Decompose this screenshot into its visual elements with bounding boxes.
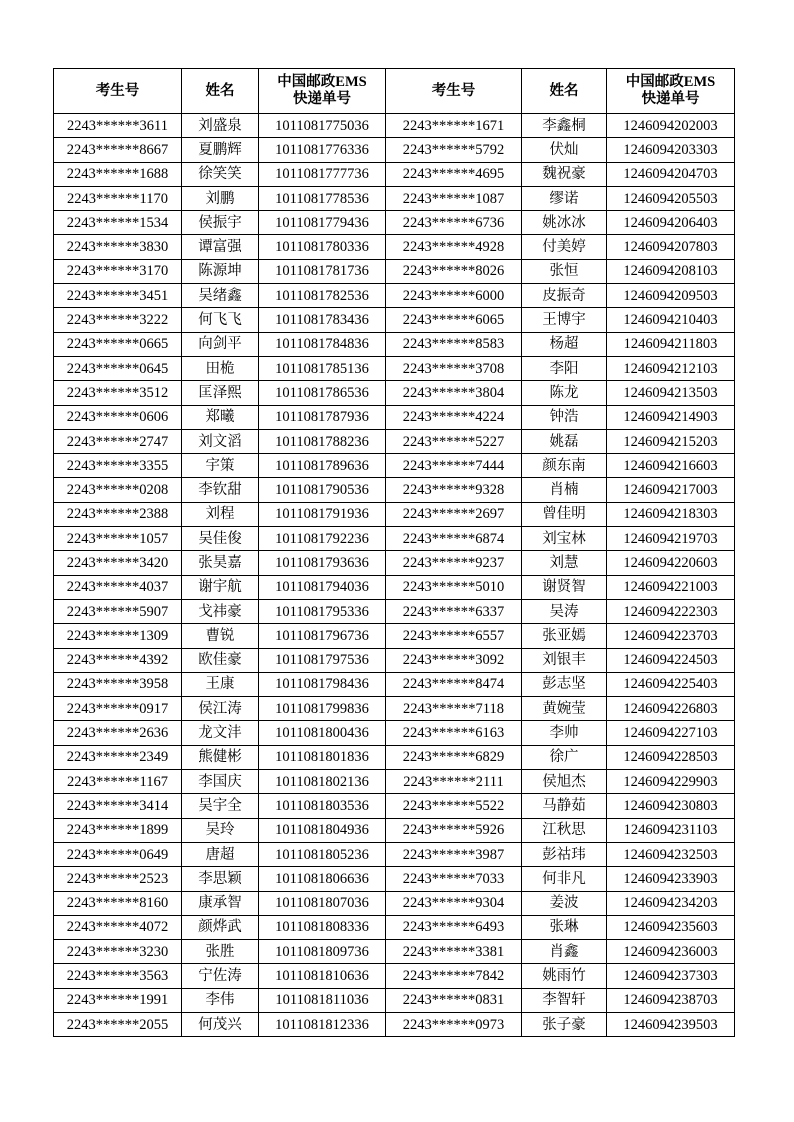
table-row bbox=[54, 502, 735, 526]
ems-number-cell: 1011081783436 bbox=[259, 308, 386, 332]
exam-no-cell: 2243******1688 bbox=[54, 162, 182, 186]
name-cell: 陈源坤 bbox=[182, 259, 259, 283]
ems-number-cell: 1011081776336 bbox=[259, 138, 386, 162]
table-row bbox=[54, 964, 735, 988]
table-row bbox=[54, 527, 735, 551]
exam-no-cell: 2243******3708 bbox=[386, 356, 522, 380]
exam-no-cell: 2243******5926 bbox=[386, 818, 522, 842]
table-row bbox=[54, 794, 735, 818]
exam-no-cell: 2243******1167 bbox=[54, 770, 182, 794]
exam-no-cell: 2243******3611 bbox=[54, 114, 182, 138]
ems-number-cell: 1246094229903 bbox=[607, 770, 735, 794]
table-row bbox=[54, 356, 735, 380]
exam-no-cell: 2243******7118 bbox=[386, 697, 522, 721]
table-row bbox=[54, 284, 735, 308]
exam-no-cell: 2243******3414 bbox=[54, 794, 182, 818]
name-cell: 谭富强 bbox=[182, 235, 259, 259]
exam-no-cell: 2243******9304 bbox=[386, 891, 522, 915]
ems-number-cell: 1246094239503 bbox=[607, 1012, 735, 1036]
name-cell: 张子豪 bbox=[522, 1012, 607, 1036]
name-cell: 李帅 bbox=[522, 721, 607, 745]
table-row bbox=[54, 940, 735, 964]
exam-no-cell: 2243******8474 bbox=[386, 672, 522, 696]
name-cell: 何茂兴 bbox=[182, 1012, 259, 1036]
table-row bbox=[54, 429, 735, 453]
exam-no-cell: 2243******1991 bbox=[54, 988, 182, 1012]
ems-number-cell: 1011081799836 bbox=[259, 697, 386, 721]
exam-no-cell: 2243******4392 bbox=[54, 648, 182, 672]
ems-number-cell: 1011081807036 bbox=[259, 891, 386, 915]
name-cell: 曹锐 bbox=[182, 624, 259, 648]
table-row bbox=[54, 478, 735, 502]
name-cell: 姜波 bbox=[522, 891, 607, 915]
table-row bbox=[54, 186, 735, 210]
table-row bbox=[54, 624, 735, 648]
name-cell: 夏鹏辉 bbox=[182, 138, 259, 162]
name-cell: 康承智 bbox=[182, 891, 259, 915]
ems-number-cell: 1246094226803 bbox=[607, 697, 735, 721]
exam-no-cell: 2243******2055 bbox=[54, 1012, 182, 1036]
name-cell: 侯江涛 bbox=[182, 697, 259, 721]
exam-no-cell: 2243******2636 bbox=[54, 721, 182, 745]
ems-number-cell: 1246094221003 bbox=[607, 575, 735, 599]
exam-no-cell: 2243******2388 bbox=[54, 502, 182, 526]
header-ems-number bbox=[259, 69, 386, 114]
ems-number-cell: 1011081789636 bbox=[259, 454, 386, 478]
ems-number-cell: 1246094210403 bbox=[607, 308, 735, 332]
exam-no-cell: 2243******9328 bbox=[386, 478, 522, 502]
name-cell: 刘宝林 bbox=[522, 527, 607, 551]
name-cell: 刘银丰 bbox=[522, 648, 607, 672]
name-cell: 马静茹 bbox=[522, 794, 607, 818]
ems-number-cell: 1246094223703 bbox=[607, 624, 735, 648]
table-row bbox=[54, 915, 735, 939]
name-cell: 李思颖 bbox=[182, 867, 259, 891]
name-cell: 彭祜玮 bbox=[522, 842, 607, 866]
exam-no-cell: 2243******0649 bbox=[54, 842, 182, 866]
name-cell: 颜东南 bbox=[522, 454, 607, 478]
ems-number-cell: 1246094219703 bbox=[607, 527, 735, 551]
ems-number-cell: 1011081811036 bbox=[259, 988, 386, 1012]
header-ems-number-2 bbox=[607, 69, 735, 114]
name-cell: 彭志坚 bbox=[522, 672, 607, 696]
exam-no-cell: 2243******2697 bbox=[386, 502, 522, 526]
name-cell: 匡泽熙 bbox=[182, 381, 259, 405]
exam-no-cell: 2243******2523 bbox=[54, 867, 182, 891]
ems-number-cell: 1246094236003 bbox=[607, 940, 735, 964]
header-ems-line1-2: 中国邮政EMS bbox=[625, 74, 716, 90]
name-cell: 吴涛 bbox=[522, 599, 607, 623]
exam-no-cell: 2243******1899 bbox=[54, 818, 182, 842]
name-cell: 肖楠 bbox=[522, 478, 607, 502]
name-cell: 侯振宇 bbox=[182, 211, 259, 235]
name-cell: 张恒 bbox=[522, 259, 607, 283]
name-cell: 李伟 bbox=[182, 988, 259, 1012]
exam-no-cell: 2243******0917 bbox=[54, 697, 182, 721]
exam-no-cell: 2243******3804 bbox=[386, 381, 522, 405]
table-header-row bbox=[54, 69, 735, 114]
exam-no-cell: 2243******5907 bbox=[54, 599, 182, 623]
ems-number-cell: 1011081779436 bbox=[259, 211, 386, 235]
ems-number-cell: 1011081801836 bbox=[259, 745, 386, 769]
ems-number-cell: 1246094207803 bbox=[607, 235, 735, 259]
name-cell: 郑曦 bbox=[182, 405, 259, 429]
exam-no-cell: 2243******3381 bbox=[386, 940, 522, 964]
name-cell: 张亚嫣 bbox=[522, 624, 607, 648]
table-row bbox=[54, 381, 735, 405]
name-cell: 张琳 bbox=[522, 915, 607, 939]
exam-no-cell: 2243******7444 bbox=[386, 454, 522, 478]
ems-number-cell: 1246094209503 bbox=[607, 284, 735, 308]
name-cell: 吴佳俊 bbox=[182, 527, 259, 551]
exam-no-cell: 2243******7842 bbox=[386, 964, 522, 988]
exam-no-cell: 2243******6065 bbox=[386, 308, 522, 332]
exam-no-cell: 2243******2349 bbox=[54, 745, 182, 769]
name-cell: 徐广 bbox=[522, 745, 607, 769]
exam-no-cell: 2243******3170 bbox=[54, 259, 182, 283]
table-row bbox=[54, 648, 735, 672]
table-row bbox=[54, 308, 735, 332]
exam-no-cell: 2243******1170 bbox=[54, 186, 182, 210]
table-row bbox=[54, 867, 735, 891]
ems-number-cell: 1011081810636 bbox=[259, 964, 386, 988]
ems-number-cell: 1011081792236 bbox=[259, 527, 386, 551]
ems-number-cell: 1011081806636 bbox=[259, 867, 386, 891]
ems-number-cell: 1246094237303 bbox=[607, 964, 735, 988]
name-cell: 陈龙 bbox=[522, 381, 607, 405]
name-cell: 姚冰冰 bbox=[522, 211, 607, 235]
name-cell: 谢贤智 bbox=[522, 575, 607, 599]
name-cell: 付美婷 bbox=[522, 235, 607, 259]
ems-number-cell: 1011081793636 bbox=[259, 551, 386, 575]
exam-no-cell: 2243******6337 bbox=[386, 599, 522, 623]
ems-number-cell: 1011081791936 bbox=[259, 502, 386, 526]
ems-number-cell: 1246094227103 bbox=[607, 721, 735, 745]
exam-no-cell: 2243******4928 bbox=[386, 235, 522, 259]
exam-no-cell: 2243******8667 bbox=[54, 138, 182, 162]
name-cell: 缪诺 bbox=[522, 186, 607, 210]
table-row bbox=[54, 211, 735, 235]
name-cell: 熊健彬 bbox=[182, 745, 259, 769]
table-row bbox=[54, 672, 735, 696]
name-cell: 黄婉莹 bbox=[522, 697, 607, 721]
name-cell: 魏祝豪 bbox=[522, 162, 607, 186]
ems-number-cell: 1246094217003 bbox=[607, 478, 735, 502]
ems-number-cell: 1011081802136 bbox=[259, 770, 386, 794]
ems-number-cell: 1011081781736 bbox=[259, 259, 386, 283]
exam-no-cell: 2243******6874 bbox=[386, 527, 522, 551]
name-cell: 何非凡 bbox=[522, 867, 607, 891]
name-cell: 徐笑笑 bbox=[182, 162, 259, 186]
ems-number-cell: 1011081805236 bbox=[259, 842, 386, 866]
header-ems-line2: 快递单号 bbox=[293, 91, 351, 107]
name-cell: 皮振奇 bbox=[522, 284, 607, 308]
exam-no-cell: 2243******1309 bbox=[54, 624, 182, 648]
ems-number-cell: 1011081784836 bbox=[259, 332, 386, 356]
ems-number-cell: 1246094232503 bbox=[607, 842, 735, 866]
exam-no-cell: 2243******7033 bbox=[386, 867, 522, 891]
name-cell: 向剑平 bbox=[182, 332, 259, 356]
name-cell: 宇策 bbox=[182, 454, 259, 478]
name-cell: 姚磊 bbox=[522, 429, 607, 453]
table-row bbox=[54, 891, 735, 915]
name-cell: 张胜 bbox=[182, 940, 259, 964]
name-cell: 刘文滔 bbox=[182, 429, 259, 453]
ems-number-cell: 1246094233903 bbox=[607, 867, 735, 891]
table-row bbox=[54, 842, 735, 866]
exam-no-cell: 2243******3563 bbox=[54, 964, 182, 988]
exam-no-cell: 2243******3230 bbox=[54, 940, 182, 964]
ems-number-cell: 1011081790536 bbox=[259, 478, 386, 502]
exam-no-cell: 2243******6163 bbox=[386, 721, 522, 745]
exam-no-cell: 2243******2747 bbox=[54, 429, 182, 453]
ems-number-cell: 1246094206403 bbox=[607, 211, 735, 235]
ems-number-cell: 1011081812336 bbox=[259, 1012, 386, 1036]
exam-no-cell: 2243******8583 bbox=[386, 332, 522, 356]
ems-number-cell: 1246094205503 bbox=[607, 186, 735, 210]
ems-number-cell: 1246094215203 bbox=[607, 429, 735, 453]
exam-no-cell: 2243******0831 bbox=[386, 988, 522, 1012]
ems-number-cell: 1246094225403 bbox=[607, 672, 735, 696]
table-row bbox=[54, 599, 735, 623]
table-row bbox=[54, 162, 735, 186]
ems-number-cell: 1246094220603 bbox=[607, 551, 735, 575]
table-row bbox=[54, 721, 735, 745]
ems-number-cell: 1246094203303 bbox=[607, 138, 735, 162]
exam-no-cell: 2243******0973 bbox=[386, 1012, 522, 1036]
ems-number-cell: 1011081787936 bbox=[259, 405, 386, 429]
ems-number-cell: 1011081804936 bbox=[259, 818, 386, 842]
ems-number-cell: 1011081786536 bbox=[259, 381, 386, 405]
exam-no-cell: 2243******0645 bbox=[54, 356, 182, 380]
header-exam-no-2: 考生号 bbox=[386, 69, 522, 114]
name-cell: 吴玲 bbox=[182, 818, 259, 842]
ems-number-cell: 1246094202003 bbox=[607, 114, 735, 138]
ems-number-cell: 1011081777736 bbox=[259, 162, 386, 186]
table-row bbox=[54, 1012, 735, 1036]
exam-no-cell: 2243******1534 bbox=[54, 211, 182, 235]
table-row bbox=[54, 770, 735, 794]
name-cell: 姚雨竹 bbox=[522, 964, 607, 988]
name-cell: 刘慧 bbox=[522, 551, 607, 575]
table-row bbox=[54, 405, 735, 429]
ems-number-cell: 1011081778536 bbox=[259, 186, 386, 210]
exam-no-cell: 2243******6829 bbox=[386, 745, 522, 769]
ems-number-cell: 1011081782536 bbox=[259, 284, 386, 308]
name-cell: 李鑫桐 bbox=[522, 114, 607, 138]
exam-no-cell: 2243******3420 bbox=[54, 551, 182, 575]
name-cell: 王康 bbox=[182, 672, 259, 696]
name-cell: 刘程 bbox=[182, 502, 259, 526]
exam-no-cell: 2243******1057 bbox=[54, 527, 182, 551]
exam-no-cell: 2243******5792 bbox=[386, 138, 522, 162]
name-cell: 刘盛泉 bbox=[182, 114, 259, 138]
name-cell: 李国庆 bbox=[182, 770, 259, 794]
name-cell: 田桅 bbox=[182, 356, 259, 380]
table-row bbox=[54, 235, 735, 259]
name-cell: 龙文沣 bbox=[182, 721, 259, 745]
header-name: 姓名 bbox=[182, 69, 259, 114]
exam-no-cell: 2243******1087 bbox=[386, 186, 522, 210]
exam-no-cell: 2243******3222 bbox=[54, 308, 182, 332]
exam-no-cell: 2243******8026 bbox=[386, 259, 522, 283]
name-cell: 何飞飞 bbox=[182, 308, 259, 332]
ems-number-cell: 1246094216603 bbox=[607, 454, 735, 478]
exam-no-cell: 2243******6000 bbox=[386, 284, 522, 308]
name-cell: 张昊嘉 bbox=[182, 551, 259, 575]
exam-no-cell: 2243******4224 bbox=[386, 405, 522, 429]
ems-number-cell: 1246094213503 bbox=[607, 381, 735, 405]
header-ems-line2-2: 快递单号 bbox=[641, 91, 700, 107]
ems-number-cell: 1246094230803 bbox=[607, 794, 735, 818]
exam-no-cell: 2243******8160 bbox=[54, 891, 182, 915]
name-cell: 肖鑫 bbox=[522, 940, 607, 964]
header-exam-no: 考生号 bbox=[54, 69, 182, 114]
table-row bbox=[54, 114, 735, 138]
ems-number-cell: 1246094234203 bbox=[607, 891, 735, 915]
ems-number-cell: 1011081788236 bbox=[259, 429, 386, 453]
ems-number-cell: 1011081798436 bbox=[259, 672, 386, 696]
exam-no-cell: 2243******6493 bbox=[386, 915, 522, 939]
exam-no-cell: 2243******4695 bbox=[386, 162, 522, 186]
ems-number-cell: 1011081796736 bbox=[259, 624, 386, 648]
ems-number-cell: 1011081794036 bbox=[259, 575, 386, 599]
table-row bbox=[54, 745, 735, 769]
name-cell: 侯旭杰 bbox=[522, 770, 607, 794]
ems-number-cell: 1011081780336 bbox=[259, 235, 386, 259]
ems-number-cell: 1246094228503 bbox=[607, 745, 735, 769]
table-row bbox=[54, 697, 735, 721]
name-cell: 李阳 bbox=[522, 356, 607, 380]
ems-number-cell: 1011081775036 bbox=[259, 114, 386, 138]
name-cell: 江秋思 bbox=[522, 818, 607, 842]
name-cell: 谢宇航 bbox=[182, 575, 259, 599]
table-body bbox=[54, 114, 735, 1037]
ems-number-cell: 1011081803536 bbox=[259, 794, 386, 818]
exam-no-cell: 2243******1671 bbox=[386, 114, 522, 138]
ems-tracking-table bbox=[53, 68, 735, 1037]
exam-no-cell: 2243******3958 bbox=[54, 672, 182, 696]
table-row bbox=[54, 551, 735, 575]
ems-number-cell: 1246094214903 bbox=[607, 405, 735, 429]
ems-number-cell: 1246094222303 bbox=[607, 599, 735, 623]
exam-no-cell: 2243******3355 bbox=[54, 454, 182, 478]
exam-no-cell: 2243******6736 bbox=[386, 211, 522, 235]
exam-no-cell: 2243******3830 bbox=[54, 235, 182, 259]
exam-no-cell: 2243******0606 bbox=[54, 405, 182, 429]
name-cell: 李智轩 bbox=[522, 988, 607, 1012]
ems-number-cell: 1246094231103 bbox=[607, 818, 735, 842]
name-cell: 王博宇 bbox=[522, 308, 607, 332]
name-cell: 唐超 bbox=[182, 842, 259, 866]
name-cell: 吴宇全 bbox=[182, 794, 259, 818]
exam-no-cell: 2243******5010 bbox=[386, 575, 522, 599]
header-ems-line1: 中国邮政EMS bbox=[277, 74, 367, 90]
name-cell: 李钦甜 bbox=[182, 478, 259, 502]
exam-no-cell: 2243******4037 bbox=[54, 575, 182, 599]
header-name-2: 姓名 bbox=[522, 69, 607, 114]
exam-no-cell: 2243******6557 bbox=[386, 624, 522, 648]
ems-number-cell: 1011081795336 bbox=[259, 599, 386, 623]
table-row bbox=[54, 259, 735, 283]
ems-number-cell: 1011081797536 bbox=[259, 648, 386, 672]
name-cell: 颜烨武 bbox=[182, 915, 259, 939]
exam-no-cell: 2243******5227 bbox=[386, 429, 522, 453]
ems-number-cell: 1246094212103 bbox=[607, 356, 735, 380]
exam-no-cell: 2243******9237 bbox=[386, 551, 522, 575]
name-cell: 刘鹏 bbox=[182, 186, 259, 210]
table-row bbox=[54, 575, 735, 599]
name-cell: 吴绪鑫 bbox=[182, 284, 259, 308]
exam-no-cell: 2243******0665 bbox=[54, 332, 182, 356]
table-row bbox=[54, 138, 735, 162]
name-cell: 戈祎豪 bbox=[182, 599, 259, 623]
exam-no-cell: 2243******2111 bbox=[386, 770, 522, 794]
ems-number-cell: 1011081785136 bbox=[259, 356, 386, 380]
table-row bbox=[54, 454, 735, 478]
exam-no-cell: 2243******4072 bbox=[54, 915, 182, 939]
ems-number-cell: 1246094208103 bbox=[607, 259, 735, 283]
exam-no-cell: 2243******5522 bbox=[386, 794, 522, 818]
ems-number-cell: 1011081800436 bbox=[259, 721, 386, 745]
exam-no-cell: 2243******3451 bbox=[54, 284, 182, 308]
ems-number-cell: 1011081808336 bbox=[259, 915, 386, 939]
name-cell: 钟浩 bbox=[522, 405, 607, 429]
name-cell: 曾佳明 bbox=[522, 502, 607, 526]
name-cell: 宁佐涛 bbox=[182, 964, 259, 988]
name-cell: 伏灿 bbox=[522, 138, 607, 162]
exam-no-cell: 2243******3512 bbox=[54, 381, 182, 405]
ems-number-cell: 1246094211803 bbox=[607, 332, 735, 356]
table-row bbox=[54, 818, 735, 842]
ems-number-cell: 1246094204703 bbox=[607, 162, 735, 186]
exam-no-cell: 2243******0208 bbox=[54, 478, 182, 502]
ems-number-cell: 1246094218303 bbox=[607, 502, 735, 526]
exam-no-cell: 2243******3987 bbox=[386, 842, 522, 866]
name-cell: 欧佳豪 bbox=[182, 648, 259, 672]
ems-number-cell: 1246094238703 bbox=[607, 988, 735, 1012]
ems-number-cell: 1246094224503 bbox=[607, 648, 735, 672]
ems-number-cell: 1246094235603 bbox=[607, 915, 735, 939]
table-row bbox=[54, 332, 735, 356]
name-cell: 杨超 bbox=[522, 332, 607, 356]
table-row bbox=[54, 988, 735, 1012]
ems-number-cell: 1011081809736 bbox=[259, 940, 386, 964]
exam-no-cell: 2243******3092 bbox=[386, 648, 522, 672]
